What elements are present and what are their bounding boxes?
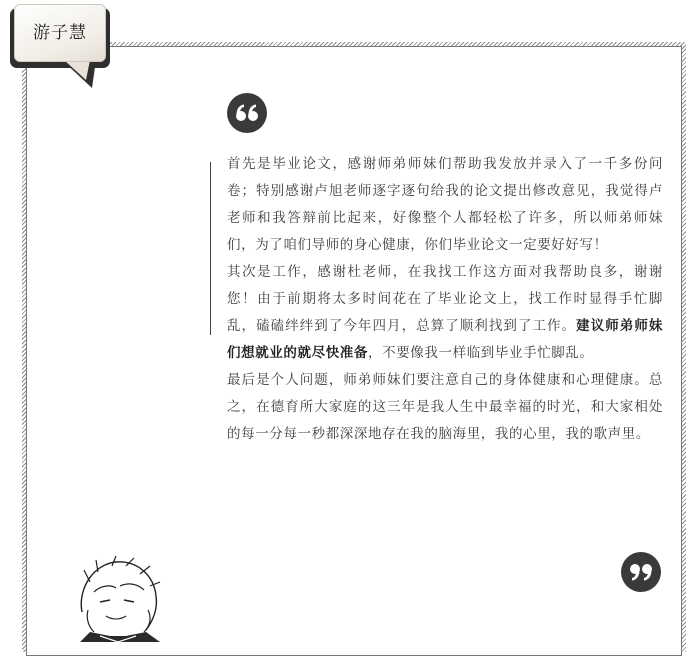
paragraph-work-text: 其次是工作，感谢杜老师，在我找工作这方面对我帮助良多，谢谢您！由于前期将太多时间花在了毕业论文上，找工作时显得手忙脚乱，磕磕绊绊到了今年四月，总算了顺利找到了工作。 <box>227 264 663 334</box>
author-name: 游子慧 <box>33 23 87 43</box>
quote-open-icon <box>226 92 268 134</box>
speech-bubble-tail <box>62 60 98 90</box>
article-body <box>227 151 663 448</box>
paragraph-personal: 最后是个人问题，师弟师妹们要注意自己的身体健康和心理健康。总之，在德育所大家庭的这三年是我人生中最幸福的时光，和大家相处的每一分每一秒都深深地存在我的脑海里，我的心里，我的歌声里。 <box>227 372 663 442</box>
quote-close-icon <box>620 551 662 593</box>
paragraph-work-advice: 建议师弟师妹们想就业的就尽快准备 <box>227 318 663 361</box>
cartoon-character-illustration <box>60 552 180 642</box>
paragraph-work-ending: ，不要像我一样临到毕业手忙脚乱。 <box>368 345 594 361</box>
accent-vertical-line <box>210 162 211 335</box>
paragraph-graduation-thesis: 首先是毕业论文，感谢师弟师妹们帮助我发放并录入了一千多份问卷；特别感谢卢旭老师逐字逐句给我的论文提出修改意见，我觉得卢老师和我答辩前比起来，好像整个人都轻松了许多，所以师弟师妹们，为了咱们导师的身心健康，你们毕业论文一定要好好写！ <box>227 156 663 253</box>
paragraph-work <box>227 259 663 367</box>
